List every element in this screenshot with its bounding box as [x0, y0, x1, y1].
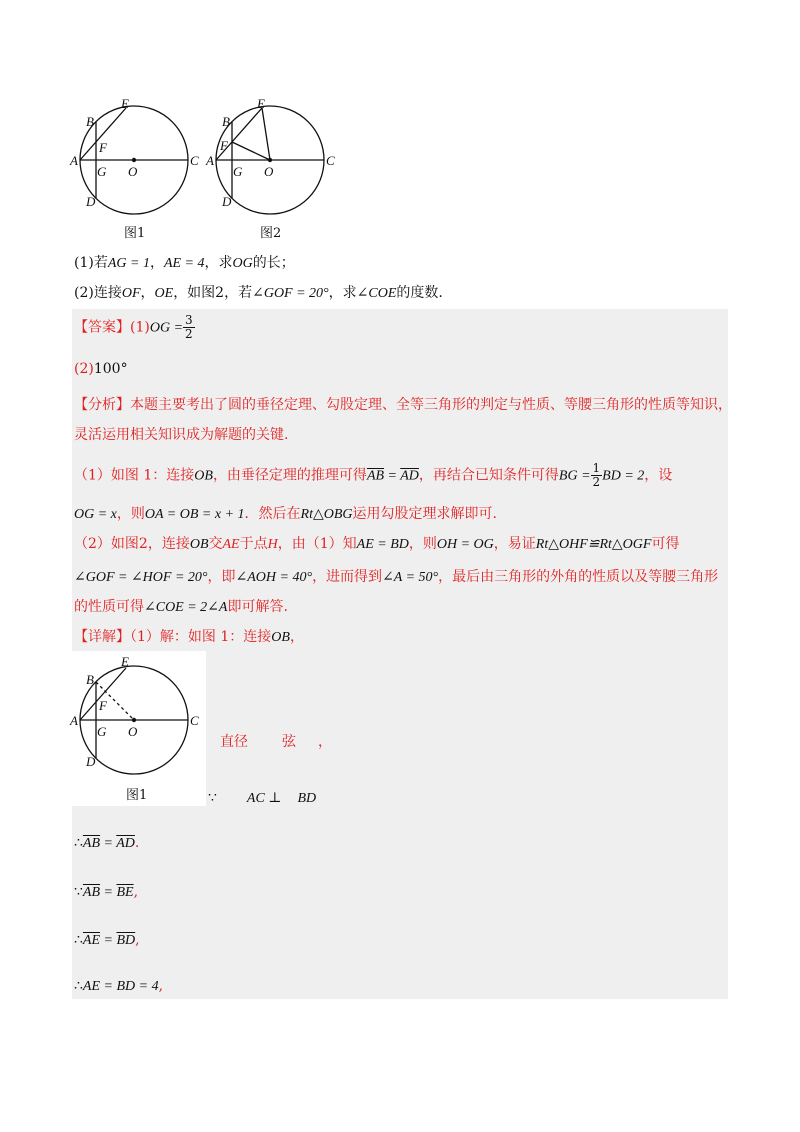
- label-G: G: [97, 164, 107, 179]
- label-B: B: [86, 672, 94, 687]
- figure-1: [66, 92, 206, 242]
- analysis-line-1: [74, 394, 732, 414]
- label-D: D: [86, 754, 96, 769]
- label-F: F: [99, 698, 107, 713]
- q1-og: OG: [232, 256, 253, 271]
- label-A: A: [206, 153, 214, 168]
- answer-1-fraction: $\frac{3}{2}$: [185, 313, 193, 341]
- answer-1: [74, 314, 195, 341]
- figure-1-caption: 图1: [124, 226, 146, 241]
- label-E: E: [257, 96, 265, 111]
- detail-intro: 【详解】（1）解：如图 1：连接OB，: [74, 629, 304, 645]
- label-G: G: [97, 724, 107, 739]
- step-3: $\therefore\overline{AE} = \overline{BD}$,: [74, 932, 140, 948]
- answer-1-expr: OG =: [149, 320, 184, 336]
- analysis-text-1: 本题主要考出了圆的垂径定理、勾股定理、全等三角形的判定与性质、等腰三角形的性质等知识，: [130, 397, 732, 413]
- label-D: D: [86, 194, 96, 209]
- analysis-line-7: 的性质可得∠COE = 2∠A即可解答.: [74, 599, 288, 615]
- answer-1-prefix: (1): [130, 319, 150, 336]
- step-2: $\because\overline{AB} = \overline{BE}$,: [74, 884, 139, 900]
- label-O: O: [128, 724, 138, 739]
- step-4: ∴AE = BD = 4,: [74, 978, 164, 994]
- q2-angle: ∠GOF = 20°: [252, 286, 329, 301]
- q1-prefix: (1)若: [74, 255, 108, 271]
- label-A: A: [70, 713, 78, 728]
- analysis-half-fraction: $\frac{1}{2}$: [592, 461, 601, 489]
- label-C: C: [326, 153, 335, 168]
- analysis-tag: 【分析】: [74, 397, 130, 413]
- q2-end: 的度数.: [396, 285, 443, 301]
- q1-mid: ，: [149, 255, 164, 271]
- label-C: C: [190, 153, 199, 168]
- answer-2: [74, 361, 128, 377]
- question-2: [74, 282, 443, 302]
- q2-prefix: (2)连接: [74, 285, 122, 301]
- label-G: G: [233, 164, 243, 179]
- label-D: D: [222, 194, 232, 209]
- answer-tag: 【答案】: [74, 319, 130, 336]
- because-perpendicular: [208, 790, 316, 807]
- diameter-chord-note: 直径 弦 ，: [220, 734, 332, 750]
- bd: BD: [297, 791, 317, 806]
- analysis-line-3: （1）如图 1：连接OB，由垂径定理的推理可得$\overline{AB} = \overline{AD}$，再结合已知条件可得BG = $\frac{1}{2}$ BD = 2，设: [74, 461, 673, 489]
- label-E: E: [121, 96, 129, 111]
- label-B: B: [222, 114, 230, 129]
- q2-mid: ，如图2，若: [173, 285, 253, 301]
- chord-label: 弦: [282, 734, 296, 750]
- label-O: O: [264, 164, 274, 179]
- label-C: C: [190, 713, 199, 728]
- figure-3-caption: 图1: [126, 788, 148, 803]
- answer-2-prefix: (2): [74, 361, 94, 377]
- q1-end: 的长；: [252, 255, 295, 271]
- analysis-line-5: （2）如图2，连接OB交AE于点H，由（1）知AE = BD，则OH = OG，易证Rt△OHF≌Rt△OGF可得: [74, 536, 680, 552]
- analysis-line-2: [74, 424, 288, 444]
- label-O: O: [128, 164, 138, 179]
- diameter-label: 直径: [220, 734, 248, 750]
- analysis-text-2: 灵活运用相关知识成为解题的关键.: [74, 427, 289, 443]
- question-1: [74, 252, 295, 272]
- q1-ask: ，求: [204, 255, 233, 271]
- q2-sep: ，: [140, 285, 155, 301]
- figure-2-caption: 图2: [260, 226, 282, 241]
- q2-ask: ，求: [328, 285, 357, 301]
- label-F: F: [220, 138, 228, 153]
- answer-2-value: 100°: [93, 361, 128, 377]
- label-A: A: [70, 153, 78, 168]
- ac-perp: AC ⊥: [246, 791, 282, 806]
- because-symbol: ∵: [208, 790, 217, 806]
- q2-coe: ∠COE: [356, 286, 397, 301]
- step-1: $\therefore\overline{AB} = \overline{AD}$.: [74, 835, 140, 851]
- figure-3: [66, 652, 206, 804]
- label-F: F: [99, 140, 107, 155]
- q2-oe: OE: [154, 286, 174, 301]
- figure-2: [202, 92, 352, 242]
- detail-tag: 【详解】: [74, 629, 130, 645]
- analysis-line-6: ∠GOF = ∠HOF = 20°，即∠AOH = 40°，进而得到∠A = 50°，最后由三角形的外角的性质以及等腰三角形: [74, 569, 719, 585]
- q1-ag: AG = 1: [107, 256, 150, 271]
- label-B: B: [86, 114, 94, 129]
- q1-ae: AE = 4: [163, 256, 205, 271]
- label-E: E: [121, 654, 129, 669]
- q2-of: OF: [121, 286, 141, 301]
- analysis-line-4: OG = x，则OA = OB = x + 1．然后在Rt△OBG运用勾股定理求解即可.: [74, 506, 497, 522]
